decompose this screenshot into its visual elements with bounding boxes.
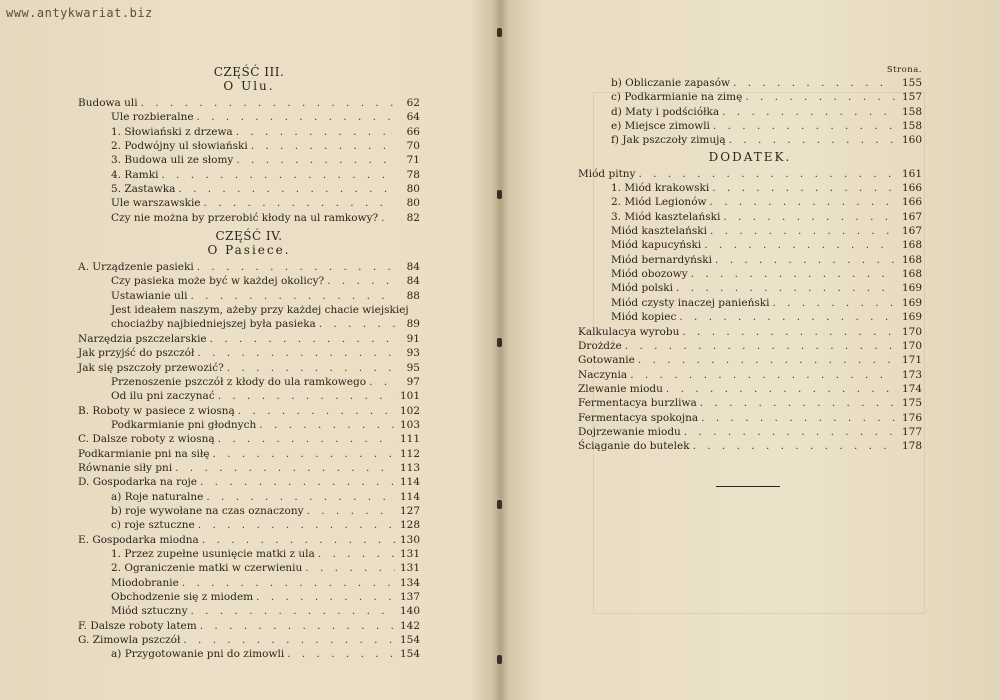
toc-entry-label: Miodobranie (111, 576, 179, 589)
toc-entry-page: 173 (901, 368, 922, 381)
toc-entry-page: 170 (901, 325, 922, 338)
toc-leader-dots (197, 346, 395, 360)
toc-leader-dots (625, 339, 895, 353)
toc-leader-dots (745, 90, 895, 104)
toc-entry-page: 166 (901, 196, 922, 209)
toc-entry (78, 533, 420, 547)
toc-entry (78, 504, 420, 518)
part3-title: CZĘŚĆ III. (213, 65, 285, 79)
toc-leader-dots (773, 296, 896, 310)
toc-entry-page: 103 (399, 418, 420, 431)
toc-entry-label: c) roje sztuczne (111, 519, 195, 532)
toc-entry-page: 130 (399, 533, 420, 546)
part4-entry-list-b (78, 332, 420, 662)
toc-entry-page: 88 (406, 289, 420, 302)
toc-entry-label: e) Miejsce zimowli (611, 120, 710, 133)
toc-entry-page: 161 (901, 167, 922, 180)
toc-entry-page: 169 (901, 296, 922, 309)
binding-stitch (497, 338, 502, 347)
toc-entry-page: 160 (901, 134, 922, 147)
toc-leader-dots (369, 375, 395, 389)
binding-stitch (497, 500, 502, 509)
toc-entry-label: 2. Podwójny ul słowiański (111, 140, 248, 153)
toc-entry (78, 289, 420, 303)
toc-leader-dots (238, 404, 395, 418)
toc-leader-dots (204, 196, 395, 210)
toc-entry-page: 89 (406, 318, 420, 331)
toc-leader-dots (218, 389, 395, 403)
toc-entry (78, 461, 420, 475)
toc-entry-label: Podkarmianie pni na siłę (78, 447, 210, 460)
toc-entry-page: 128 (399, 519, 420, 532)
toc-leader-dots (319, 317, 395, 331)
toc-leader-dots (251, 139, 395, 153)
toc-entry-label: Naczynia (578, 368, 628, 381)
toc-entry-label: 2. Ograniczenie matki w czerwieniu (111, 562, 303, 575)
toc-entry-label: Zlewanie miodu (578, 382, 663, 395)
toc-leader-dots (218, 432, 395, 446)
toc-entry-label: Jak przyjść do pszczół (78, 347, 195, 360)
toc-entry-page: 113 (399, 461, 420, 474)
toc-entry-page: 140 (399, 605, 420, 618)
toc-entry (78, 633, 420, 647)
toc-entry-label: Obchodzenie się z miodem (111, 591, 254, 603)
toc-entry (78, 576, 420, 590)
toc-leader-dots (630, 368, 895, 382)
dodatek-entry-list (578, 167, 922, 454)
toc-leader-dots (161, 168, 395, 182)
toc-entry (578, 267, 922, 281)
left-page (78, 65, 420, 662)
toc-entry-label: Miód kopiec (611, 311, 677, 324)
toc-leader-dots (666, 382, 895, 396)
toc-entry-page: 91 (406, 332, 420, 345)
toc-entry-label: B. Roboty w pasiece z wiosną (78, 404, 235, 417)
toc-entry-page: 157 (901, 91, 922, 104)
toc-entry-page: 177 (901, 425, 922, 438)
toc-entry-page: 95 (406, 361, 420, 374)
toc-entry (578, 296, 922, 310)
toc-entry (78, 182, 420, 196)
toc-entry (78, 196, 420, 210)
toc-entry-label: 1. Przez zupełne usunięcie matki z ula (111, 547, 315, 560)
toc-entry-label: Budowa uli (78, 97, 138, 109)
toc-leader-dots (200, 475, 395, 489)
toc-leader-dots (684, 425, 895, 439)
toc-entry (578, 167, 922, 181)
toc-leader-dots (327, 274, 395, 288)
toc-leader-dots (722, 105, 895, 119)
toc-entry-page: 174 (901, 382, 922, 395)
toc-entry-page: 71 (406, 154, 420, 167)
toc-leader-dots (676, 281, 895, 295)
toc-entry (578, 210, 922, 224)
toc-entry-page: 111 (399, 433, 420, 446)
zimowla-entry-list (578, 76, 922, 148)
toc-entry-page: 62 (406, 97, 420, 109)
toc-entry-label: D. Gospodarka na roje (78, 476, 197, 489)
watermark-text: www.antykwariat.biz (6, 6, 153, 20)
toc-entry-page: 131 (399, 547, 420, 560)
toc-entry-page: 142 (399, 619, 420, 632)
toc-entry-label: 4. Ramki (111, 168, 159, 181)
toc-entry-label: Miód pitny (578, 167, 636, 180)
toc-entry-label: G. Zimowla pszczół (78, 634, 181, 647)
toc-entry (78, 153, 420, 167)
toc-leader-dots (679, 310, 895, 324)
toc-entry-label: a) Roje naturalne (111, 490, 204, 503)
toc-leader-dots (178, 182, 395, 196)
toc-leader-dots (259, 418, 395, 432)
toc-entry (578, 76, 922, 90)
toc-entry (578, 339, 922, 353)
toc-entry-page: 93 (406, 347, 420, 360)
toc-leader-dots (287, 647, 395, 661)
toc-entry-label: 3. Budowa uli ze słomy (111, 154, 234, 167)
toc-entry-label: Od ilu pni zaczynać (111, 390, 215, 403)
toc-leader-dots (381, 211, 395, 225)
toc-leader-dots (700, 396, 895, 410)
toc-entry-page: 178 (901, 440, 922, 453)
toc-entry-page: 134 (399, 576, 420, 589)
toc-entry (578, 224, 922, 238)
toc-leader-dots (182, 576, 395, 590)
toc-entry (578, 133, 922, 147)
toc-entry-label: Fermentacya burzliwa (578, 397, 697, 410)
toc-entry (78, 490, 420, 504)
toc-leader-dots (236, 125, 395, 139)
toc-entry-page: 166 (901, 182, 922, 195)
toc-entry-page: 112 (399, 447, 420, 460)
toc-leader-dots (710, 224, 895, 238)
toc-entry (578, 396, 922, 410)
toc-entry-page: 154 (399, 634, 420, 647)
toc-leader-dots (715, 253, 895, 267)
toc-entry-page: 137 (399, 591, 420, 603)
toc-leader-dots (318, 547, 395, 561)
toc-entry (78, 274, 420, 288)
toc-leader-dots (729, 133, 895, 147)
toc-entry (578, 325, 922, 339)
toc-entry-page: 131 (399, 562, 420, 575)
toc-entry (78, 418, 420, 432)
toc-entry-page: 158 (901, 120, 922, 133)
toc-entry (578, 439, 922, 453)
toc-leader-dots (723, 210, 895, 224)
toc-entry-page: 168 (901, 253, 922, 266)
toc-entry-page: 80 (406, 183, 420, 196)
toc-entry (78, 389, 420, 403)
toc-entry-label: c) Podkarmianie na zimę (611, 91, 743, 104)
toc-entry (578, 281, 922, 295)
toc-entry-label: Podkarmianie pni głodnych (111, 418, 257, 431)
toc-entry-page: 175 (901, 397, 922, 410)
toc-entry-page: 170 (901, 339, 922, 352)
toc-leader-dots (713, 119, 895, 133)
toc-entry-page: 114 (399, 490, 420, 503)
part4-title: CZĘŚĆ IV. (215, 229, 283, 244)
toc-entry (578, 425, 922, 439)
toc-entry (578, 119, 922, 133)
toc-entry (578, 253, 922, 267)
toc-leader-dots (305, 561, 395, 575)
part3-entry-list (78, 96, 420, 225)
toc-entry (78, 604, 420, 618)
toc-entry (78, 260, 420, 274)
binding-stitch (497, 655, 502, 664)
toc-entry (578, 181, 922, 195)
toc-leader-dots (691, 267, 895, 281)
toc-entry-label: Miód polski (611, 282, 674, 295)
toc-leader-dots (183, 633, 395, 647)
toc-entry-label: Gotowanie (578, 354, 635, 367)
toc-entry (78, 317, 420, 331)
toc-entry-label: Czy pasieka może być w każdej okolicy? (111, 275, 325, 288)
toc-entry-page: 82 (406, 211, 420, 224)
toc-entry-label: F. Dalsze roboty latem (78, 619, 197, 632)
binding-stitch (497, 190, 502, 199)
toc-leader-dots (710, 195, 895, 209)
toc-entry-label: Drożdże (578, 339, 622, 352)
toc-leader-dots (198, 518, 395, 532)
toc-entry-label: A. Urządzenie pasieki (78, 261, 194, 274)
toc-entry-page: 84 (406, 261, 420, 274)
toc-entry-page: 114 (399, 476, 420, 489)
toc-entry-page: 84 (406, 275, 420, 288)
toc-entry-label: Dojrzewanie miodu (578, 425, 681, 438)
toc-entry-label: Przenoszenie pszczół z kłody do ula ramkowego (111, 375, 367, 388)
binding-stitch (497, 28, 502, 37)
toc-leader-dots (307, 504, 395, 518)
toc-entry-page: 80 (406, 197, 420, 210)
toc-entry (78, 518, 420, 532)
toc-entry (578, 411, 922, 425)
toc-entry (78, 96, 420, 110)
toc-entry-label: Równanie siły pni (78, 461, 173, 474)
toc-entry-label: a) Przygotowanie pni do zimowli (111, 648, 285, 661)
dodatek-title: DODATEK. (708, 149, 792, 164)
toc-leader-dots (236, 153, 395, 167)
toc-entry-page: 127 (399, 504, 420, 517)
part4-subtitle: O Pasiece. (207, 243, 291, 258)
toc-entry-page: 102 (399, 404, 420, 417)
toc-entry-label: Miód bernardyński (611, 253, 713, 266)
toc-entry (78, 619, 420, 633)
book-gutter (493, 0, 509, 700)
right-page (578, 65, 922, 487)
toc-entry (78, 404, 420, 418)
toc-leader-dots (638, 353, 895, 367)
toc-entry-wrap-line: Jest ideałem naszym, ażeby przy każdej chacie wiejskiej (111, 304, 409, 317)
toc-leader-dots (175, 461, 395, 475)
toc-leader-dots (227, 361, 395, 375)
toc-entry-label: Ule rozbieralne (111, 111, 194, 124)
toc-entry (78, 547, 420, 561)
toc-entry-label: Jak się pszczoły przewozić? (78, 361, 224, 374)
toc-entry (578, 368, 922, 382)
toc-entry (78, 361, 420, 375)
toc-entry-page: 101 (399, 390, 420, 403)
toc-leader-dots (682, 325, 895, 339)
toc-entry-label: Miód kasztelański (611, 225, 707, 238)
toc-entry-label: 3. Miód kasztelański (611, 210, 721, 223)
toc-entry-page: 70 (406, 140, 420, 153)
toc-entry-label: 5. Zastawka (111, 183, 176, 196)
toc-entry-page: 64 (406, 111, 420, 124)
toc-leader-dots (197, 110, 395, 124)
toc-entry-page: 78 (406, 168, 420, 181)
toc-entry-page: 97 (406, 375, 420, 388)
toc-entry-label: Miód czysty inaczej panieński (611, 296, 770, 309)
toc-entry-label: Narzędzia pszczelarskie (78, 332, 207, 345)
toc-leader-dots (202, 533, 395, 547)
toc-leader-dots (197, 260, 395, 274)
toc-entry-label: d) Maty i podściółka (611, 105, 720, 118)
toc-entry-label: b) roje wywołane na czas oznaczony (111, 504, 304, 517)
toc-leader-dots (712, 181, 895, 195)
part3-subtitle: O Ulu. (223, 79, 275, 93)
toc-entry-label: b) Obliczanie zapasów (611, 77, 731, 89)
toc-entry (578, 353, 922, 367)
toc-leader-dots (704, 238, 895, 252)
toc-entry-page: 169 (901, 282, 922, 295)
toc-entry (78, 647, 420, 661)
toc-entry-page: 158 (901, 105, 922, 118)
toc-entry (578, 90, 922, 104)
toc-leader-dots (200, 619, 395, 633)
toc-entry (578, 238, 922, 252)
toc-entry (78, 332, 420, 346)
toc-entry-label: Kalkulacya wyrobu (578, 325, 680, 338)
toc-entry-label: Miód sztuczny (111, 605, 188, 618)
toc-entry-label: Ule warszawskie (111, 197, 201, 210)
toc-entry-page: 66 (406, 125, 420, 138)
toc-leader-dots (206, 490, 395, 504)
page-column-header: Strona. (886, 65, 922, 75)
toc-entry (78, 475, 420, 489)
toc-leader-dots (190, 289, 395, 303)
toc-entry-label: C. Dalsze roboty z wiosną (78, 433, 215, 446)
toc-entry-page: 167 (901, 225, 922, 238)
toc-leader-dots (141, 96, 395, 110)
toc-entry (78, 110, 420, 124)
toc-entry-page: 171 (901, 354, 922, 367)
toc-entry (78, 432, 420, 446)
toc-entry (78, 590, 420, 604)
toc-entry-label: Ściąganie do butelek (578, 440, 690, 453)
toc-entry-label: Ustawianie uli (111, 289, 188, 302)
toc-entry (578, 310, 922, 324)
toc-entry (578, 195, 922, 209)
toc-entry (78, 211, 420, 225)
toc-leader-dots (256, 590, 395, 604)
toc-entry-label: Miód obozowy (611, 268, 688, 281)
toc-leader-dots (693, 439, 895, 453)
toc-entry-page: 154 (399, 648, 420, 661)
toc-entry-page: 155 (901, 77, 922, 89)
toc-entry-label: Czy nie można by przerobić kłody na ul ramkowy? (111, 211, 379, 224)
toc-entry-label: Miód kapucyński (611, 239, 702, 252)
toc-entry-page: 168 (901, 239, 922, 252)
toc-entry (78, 346, 420, 360)
toc-entry (78, 375, 420, 389)
toc-entry-label: f) Jak pszczoły zimują (611, 134, 726, 147)
toc-leader-dots (733, 76, 895, 90)
toc-entry (78, 168, 420, 182)
toc-entry (78, 125, 420, 139)
toc-entry (78, 561, 420, 575)
toc-entry (578, 382, 922, 396)
toc-entry-label: 1. Słowiański z drzewa (111, 125, 233, 138)
toc-entry-label: 1. Miód krakowski (611, 182, 710, 195)
end-rule (716, 486, 780, 487)
toc-leader-dots (212, 447, 395, 461)
toc-entry-label: chociażby najbiedniejszej była pasieka (111, 318, 316, 331)
toc-entry-label: 2. Miód Legionów (611, 196, 707, 209)
toc-entry-page: 167 (901, 210, 922, 223)
toc-entry-page: 169 (901, 311, 922, 324)
toc-entry-label: E. Gospodarka miodna (78, 533, 199, 546)
toc-entry-page: 176 (901, 411, 922, 424)
toc-entry (578, 105, 922, 119)
toc-leader-dots (210, 332, 395, 346)
toc-leader-dots (638, 167, 895, 181)
part4-entry-list-a (78, 260, 420, 303)
toc-leader-dots (701, 411, 895, 425)
toc-entry (78, 139, 420, 153)
toc-entry (78, 447, 420, 461)
toc-entry-page: 168 (901, 268, 922, 281)
toc-leader-dots (191, 604, 396, 618)
toc-entry-label: Fermentacya spokojna (578, 411, 699, 424)
